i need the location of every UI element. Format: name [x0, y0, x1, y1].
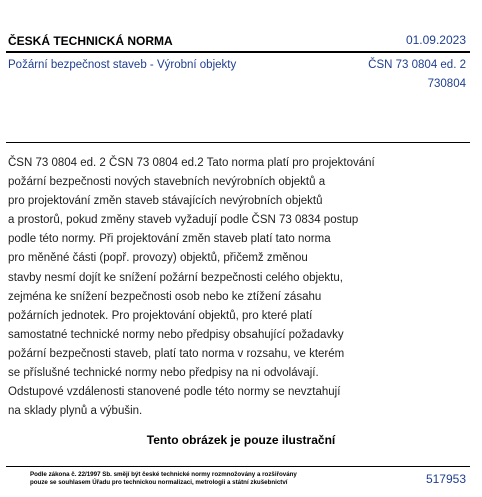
text-line: stavby nesmí dojít ke snížení požární bezpečnosti celého objektu,	[8, 271, 343, 284]
text-line: podle této normy. Při projektování změn staveb platí tato norma	[8, 233, 331, 246]
header-divider	[6, 51, 470, 53]
illustration-notice: Tento obrázek je pouze ilustrační	[146, 433, 336, 447]
text-line: požárních jednotek. Pro projektování objektů, pro které platí	[8, 309, 313, 322]
standard-designation: ČSN 73 0804 ed. 2	[368, 59, 466, 71]
text-line: se příslušné technické normy nebo předpisy na ni odvolávají.	[8, 367, 319, 380]
text-line: a prostorů, pokud změny staveb vyžadují podle ČSN 73 0834 postup	[8, 214, 359, 227]
legal-notice	[30, 471, 297, 487]
standard-scope-text	[8, 154, 375, 421]
text-line: pro projektování změn staveb stávajících nevýrobních objektů	[8, 195, 323, 208]
text-line: zejména ke snížení bezpečnosti osob nebo ke ztížení zásahu	[8, 290, 322, 303]
text-line: samostatné technické normy nebo předpisy obsahující požadavky	[8, 328, 344, 341]
text-line: pro měněné části (popř. provozy) objektů, přičemž změnou	[8, 252, 308, 265]
order-number: 517953	[425, 472, 466, 486]
classification-number: 730804	[427, 78, 466, 90]
text-line: požární bezpečnosti nových stavebních nevýrobních objektů a	[8, 176, 326, 189]
text-line: Odstupové vzdálenosti stanovené podle této normy se nevztahují	[8, 386, 341, 399]
footer-divider	[6, 466, 470, 467]
publication-date: 01.09.2023	[405, 33, 466, 47]
text-line: požární bezpečnosti staveb, platí tato norma v rozsahu, ve kterém	[8, 347, 345, 360]
text-line: ČSN 73 0804 ed. 2 ČSN 73 0804 ed.2 Tato norma platí pro projektování	[8, 157, 375, 169]
legal-notice-line: Podle zákona č. 22/1997 Sb. smějí být české technické normy rozmnožovány a rozšiřovány	[30, 471, 297, 478]
text-line: na sklady plynů a výbušin.	[8, 405, 143, 418]
standard-subject: Požární bezpečnost staveb - Výrobní objekty	[8, 59, 237, 71]
standard-type-title: ČESKÁ TECHNICKÁ NORMA	[8, 34, 173, 48]
legal-notice-line: pouze se souhlasem Úřadu pro technickou normalizaci, metrologii a státní zkušebnictví	[30, 479, 288, 486]
content-divider	[6, 142, 470, 143]
